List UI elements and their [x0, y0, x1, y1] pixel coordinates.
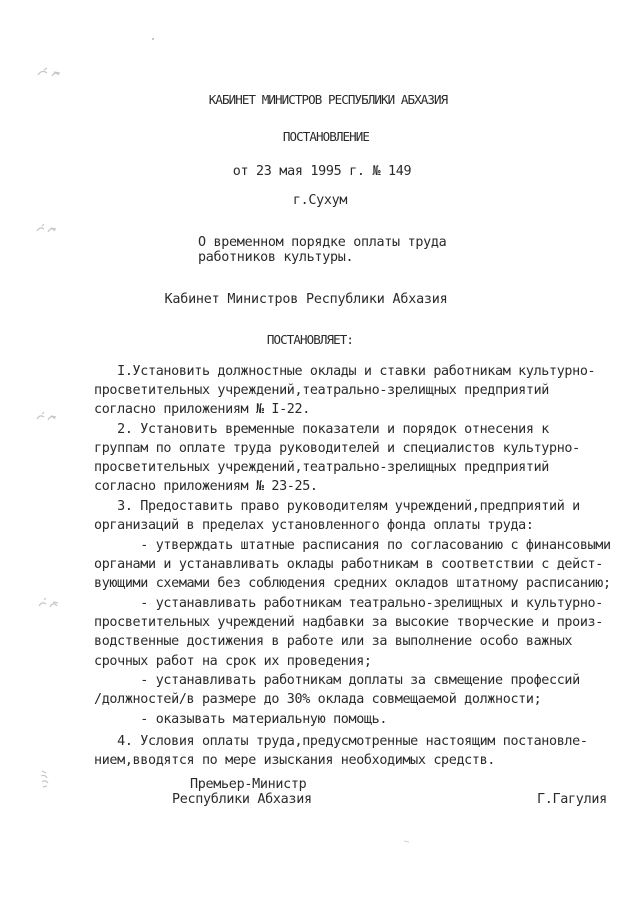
- body-line: /должностей/в размере до 30% оклада совмещаемой должности;: [94, 692, 542, 707]
- subject-block: [198, 235, 446, 265]
- resolves-heading: ПОСТАНОВЛЯЕТ:: [266, 332, 354, 347]
- punch-hole-mark: [36, 768, 56, 790]
- city-line: г.Сухум: [292, 193, 348, 208]
- body-line: нием,вводятся по мере изыскания необходимых средств.: [94, 753, 496, 768]
- body-line: согласно приложениям № 23-25.: [94, 479, 318, 494]
- signatory-title-line: Премьер-Министр: [190, 777, 307, 792]
- body-line: I.Установить должностные оклады и ставки работникам культурно-: [94, 364, 596, 379]
- cabinet-heading: КАБИНЕТ МИНИСТРОВ РЕСПУБЛИКИ АБХАЗИЯ: [208, 92, 448, 107]
- speck-mark: [150, 36, 156, 42]
- body-line: организаций в пределах установленного фонда оплаты труда:: [94, 518, 534, 533]
- body-line: - утверждать штатные расписания по согласованию с финансовыми: [94, 538, 611, 553]
- signatory-name: Г.Гагулия: [537, 792, 607, 807]
- body-line: 4. Условия оплаты труда,предусмотренные настоящим постановле-: [94, 734, 588, 749]
- body-line: просветительных учреждений,театрально-зрелищных предприятий: [94, 383, 549, 398]
- punch-hole-mark: [34, 222, 64, 238]
- body-line: водственные достижения в работе или за выполнение особо важных: [94, 634, 573, 649]
- speck-mark: [403, 838, 411, 844]
- body-line: срочных работ на срок их проведения;: [94, 654, 372, 669]
- issuer-line: Кабинет Министров Республики Абхазия: [164, 292, 448, 307]
- body-line: - устанавливать работникам театрально-зрелищных и культурно-: [94, 596, 603, 611]
- punch-hole-mark: [36, 596, 66, 614]
- subject-line: О временном порядке оплаты труда: [198, 235, 447, 250]
- body-line: просветительных учреждений,театрально-зрелищных предприятий: [94, 460, 549, 475]
- body-line: группам по оплате труда руководителей и специалистов культурно-: [94, 441, 580, 456]
- body-line: 3. Предоставить право руководителям учреждений,предприятий и: [94, 499, 580, 514]
- body-line: 2. Установить временные показатели и порядок отнесения к: [94, 422, 549, 437]
- body-line: - оказывать материальную помощь.: [94, 712, 388, 727]
- document-type-heading: ПОСТАНОВЛЕНИЕ: [282, 129, 370, 144]
- signatory-title-line: Республики Абхазия: [172, 792, 312, 807]
- date-number-line: от 23 мая 1995 г. № 149: [232, 164, 412, 179]
- body-line: органами и устанавливать оклады работникам в соответствии с дейст-: [94, 557, 603, 572]
- subject-line: работников культуры.: [198, 250, 354, 265]
- body-line: вующими схемами без соблюдения средних окладов штатному расписанию;: [94, 576, 611, 591]
- body-line: согласно приложениям № I-22.: [94, 402, 310, 417]
- body-line: - устанавливать работникам доплаты за свмещение профессий: [94, 673, 580, 688]
- signatory-title: [172, 777, 312, 807]
- body-line: просветительных учреждений надбавки за высокие творческие и произ-: [94, 615, 603, 630]
- punch-hole-mark: [34, 410, 64, 426]
- punch-hole-mark: [34, 66, 68, 82]
